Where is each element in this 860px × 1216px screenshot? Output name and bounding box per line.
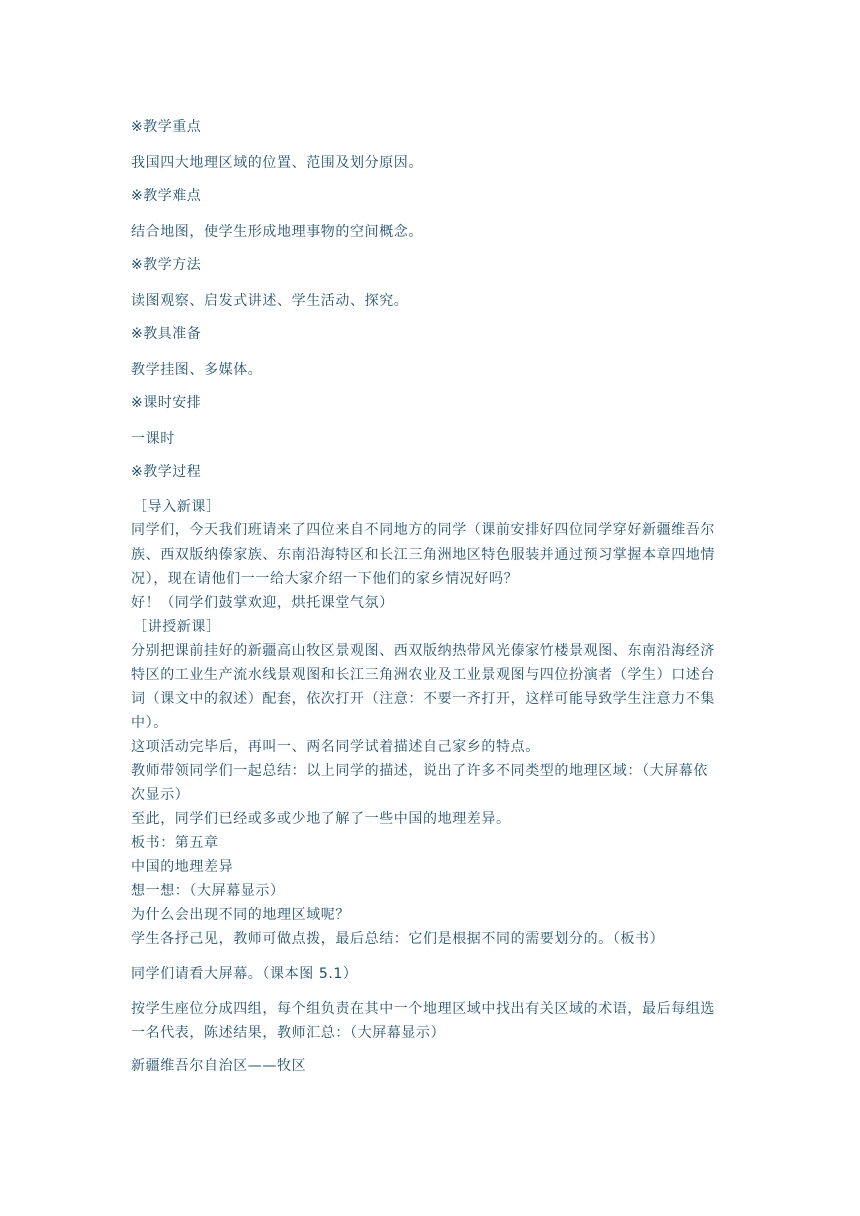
lecture-line: 板书：第五章 (131, 835, 219, 851)
intro-label: ［导入新课］ (133, 499, 221, 515)
lecture-line: 中国的地理差异 (131, 859, 234, 875)
lecture-line: 教师带领同学们一起总结：以上同学的描述，说出了许多不同类型的地理区域：（大屏幕依 (131, 763, 708, 779)
lecture-line: 特区的工业生产流水线景观图和长江三角洲农业及工业景观图与四位扮演者（学生）口述台 (131, 667, 715, 683)
schedule-text: 一课时 (131, 431, 175, 447)
screen-note: 同学们请看大屏幕。（课本图 5.1） (131, 966, 358, 982)
intro-line: 好！（同学们鼓掌欢迎，烘托课堂气氛） (131, 595, 394, 611)
lecture-line: 中）。 (131, 715, 168, 731)
lecture-line: 为什么会出现不同的地理区域呢？ (131, 907, 350, 923)
intro-line: 族、西双版纳傣家族、东南沿海特区和长江三角洲地区特色服装并通过预习掌握本章四地情 (131, 547, 715, 563)
tools-heading: ※教具准备 (131, 326, 202, 342)
intro-line: 况），现在请他们一一给大家介绍一下他们的家乡情况好吗？ (131, 571, 519, 587)
lecture-line: 分别把课前挂好的新疆高山牧区景观图、西双版纳热带风光傣家竹楼景观图、东南沿海经济 (131, 643, 715, 659)
difficulties-text: 结合地图，使学生形成地理事物的空间概念。 (131, 224, 423, 240)
tools-text: 教学挂图、多媒体。 (131, 362, 263, 378)
methods-text: 读图观察、启发式讲述、学生活动、探究。 (131, 293, 409, 309)
group-line: 按学生座位分成四组，每个组负责在其中一个地理区域中找出有关区域的术语，最后每组选 (131, 1001, 715, 1017)
methods-heading: ※教学方法 (131, 257, 202, 273)
lecture-line: 想一想：（大屏幕显示） (131, 883, 285, 899)
lecture-line: 至此，同学们已经或多或少地了解了一些中国的地理差异。 (131, 811, 511, 827)
schedule-heading: ※课时安排 (131, 395, 202, 411)
key-points-heading: ※教学重点 (131, 119, 202, 135)
intro-line: 同学们，今天我们班请来了四位来自不同地方的同学（课前安排好四位同学穿好新疆维吾尔 (131, 522, 715, 538)
process-heading: ※教学过程 (131, 464, 202, 480)
lecture-line: 次显示） (131, 787, 190, 803)
difficulties-heading: ※教学难点 (131, 188, 202, 204)
group-line: 一名代表，陈述结果，教师汇总：（大屏幕显示） (131, 1025, 446, 1041)
lecture-line: 学生各抒己见，教师可做点拨，最后总结：它们是根据不同的需要划分的。（板书） (131, 931, 665, 947)
region-line: 新疆维吾尔自治区——牧区 (131, 1058, 307, 1074)
key-points-text: 我国四大地理区域的位置、范围及划分原因。 (131, 155, 423, 171)
lecture-label: ［讲授新课］ (133, 619, 221, 635)
lecture-line: 这项活动完毕后，再叫一、两名同学试着描述自己家乡的特点。 (131, 739, 540, 755)
lecture-line: 词（课文中的叙述）配套，依次打开（注意：不要一齐打开，这样可能导致学生注意力不集 (131, 691, 715, 707)
